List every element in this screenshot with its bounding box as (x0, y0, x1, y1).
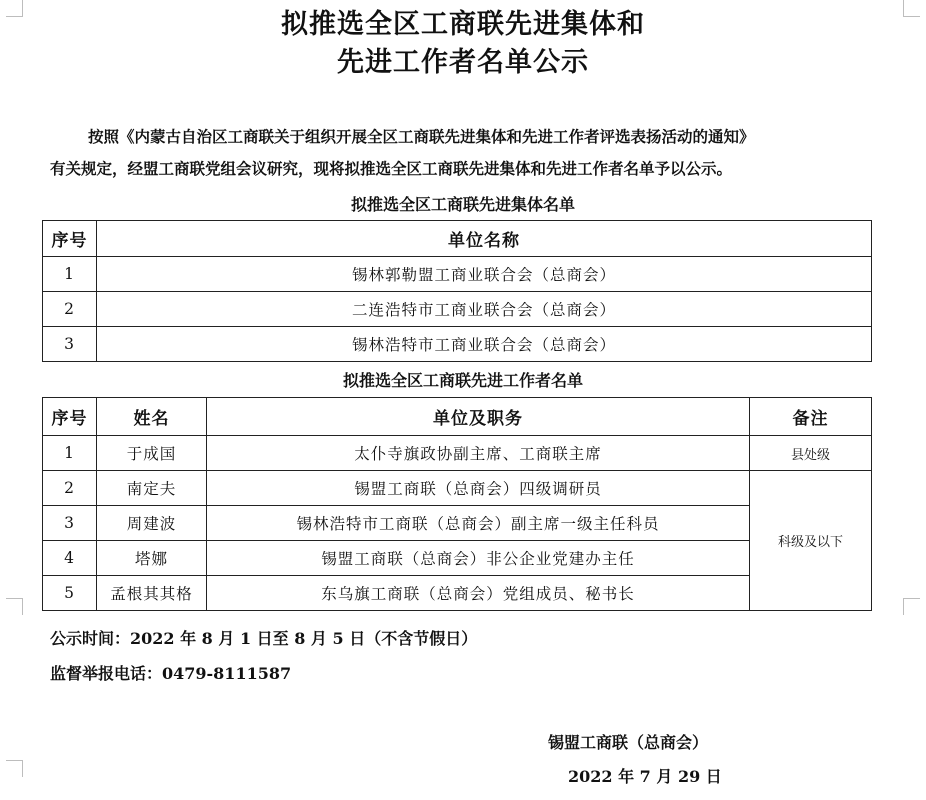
table-row (43, 506, 872, 541)
workers-cell-no: 5 (43, 576, 97, 611)
units-header-no: 序号 (43, 221, 97, 257)
workers-cell-name: 于成国 (97, 436, 207, 471)
units-cell-no: 2 (43, 292, 97, 327)
workers-cell-position: 锡盟工商联（总商会）四级调研员 (207, 471, 750, 506)
units-table-caption: 拟推选全区工商联先进集体名单 (350, 195, 575, 214)
publicity-period: 公示时间：2022 年 8 月 1 日至 8 月 5 日（不含节假日） (50, 629, 478, 648)
page-corner-mark (6, 760, 23, 777)
workers-cell-name: 塔娜 (97, 541, 207, 576)
workers-cell-position: 锡林浩特市工商联（总商会）副主席一级主任科员 (207, 506, 750, 541)
workers-header-name: 姓名 (97, 398, 207, 436)
workers-cell-merged-note: 科级及以下 (750, 471, 872, 611)
units-table (42, 220, 872, 362)
workers-cell-note: 县处级 (750, 436, 872, 471)
table-row (43, 471, 872, 506)
units-cell-name: 二连浩特市工商业联合会（总商会） (97, 292, 872, 327)
units-cell-name: 锡林浩特市工商业联合会（总商会） (97, 327, 872, 362)
workers-cell-no: 1 (43, 436, 97, 471)
table-row (43, 436, 872, 471)
table-row (43, 541, 872, 576)
units-cell-name: 锡林郭勒盟工商业联合会（总商会） (97, 257, 872, 292)
table-row (43, 292, 872, 327)
table-row (43, 257, 872, 292)
units-cell-no: 3 (43, 327, 97, 362)
workers-cell-name: 周建波 (97, 506, 207, 541)
report-phone: 监督举报电话：0479-8111587 (50, 664, 292, 683)
workers-cell-name: 南定夫 (97, 471, 207, 506)
workers-header-no: 序号 (43, 398, 97, 436)
units-table-header-row (43, 221, 872, 257)
workers-table-caption: 拟推选全区工商联先进工作者名单 (342, 371, 583, 390)
workers-cell-position: 太仆寺旗政协副主席、工商联主席 (207, 436, 750, 471)
intro-line2: 有关规定，经盟工商联党组会议研究，现将拟推选全区工商联先进集体和先进工作者名单予以公示。 (50, 159, 733, 178)
document-title-line2: 先进工作者名单公示 (337, 47, 589, 78)
workers-header-position: 单位及职务 (207, 398, 750, 436)
table-row (43, 327, 872, 362)
signature-organization: 锡盟工商联（总商会） (548, 733, 709, 752)
workers-cell-position: 锡盟工商联（总商会）非公企业党建办主任 (207, 541, 750, 576)
workers-cell-no: 2 (43, 471, 97, 506)
workers-cell-position: 东乌旗工商联（总商会）党组成员、秘书长 (207, 576, 750, 611)
document-title-line1: 拟推选全区工商联先进集体和 (281, 9, 645, 40)
page-corner-mark (6, 598, 23, 615)
units-cell-no: 1 (43, 257, 97, 292)
page-corner-mark (903, 598, 920, 615)
workers-table (42, 397, 872, 611)
workers-cell-no: 4 (43, 541, 97, 576)
intro-line1: 按照《内蒙古自治区工商联关于组织开展全区工商联先进集体和先进工作者评选表扬活动的通知》 (88, 127, 755, 146)
workers-cell-name: 孟根其其格 (97, 576, 207, 611)
units-header-name: 单位名称 (97, 221, 872, 257)
table-row (43, 576, 872, 611)
workers-table-header-row (43, 398, 872, 436)
signature-date: 2022 年 7 月 29 日 (568, 767, 722, 786)
workers-cell-no: 3 (43, 506, 97, 541)
workers-header-note: 备注 (750, 398, 872, 436)
